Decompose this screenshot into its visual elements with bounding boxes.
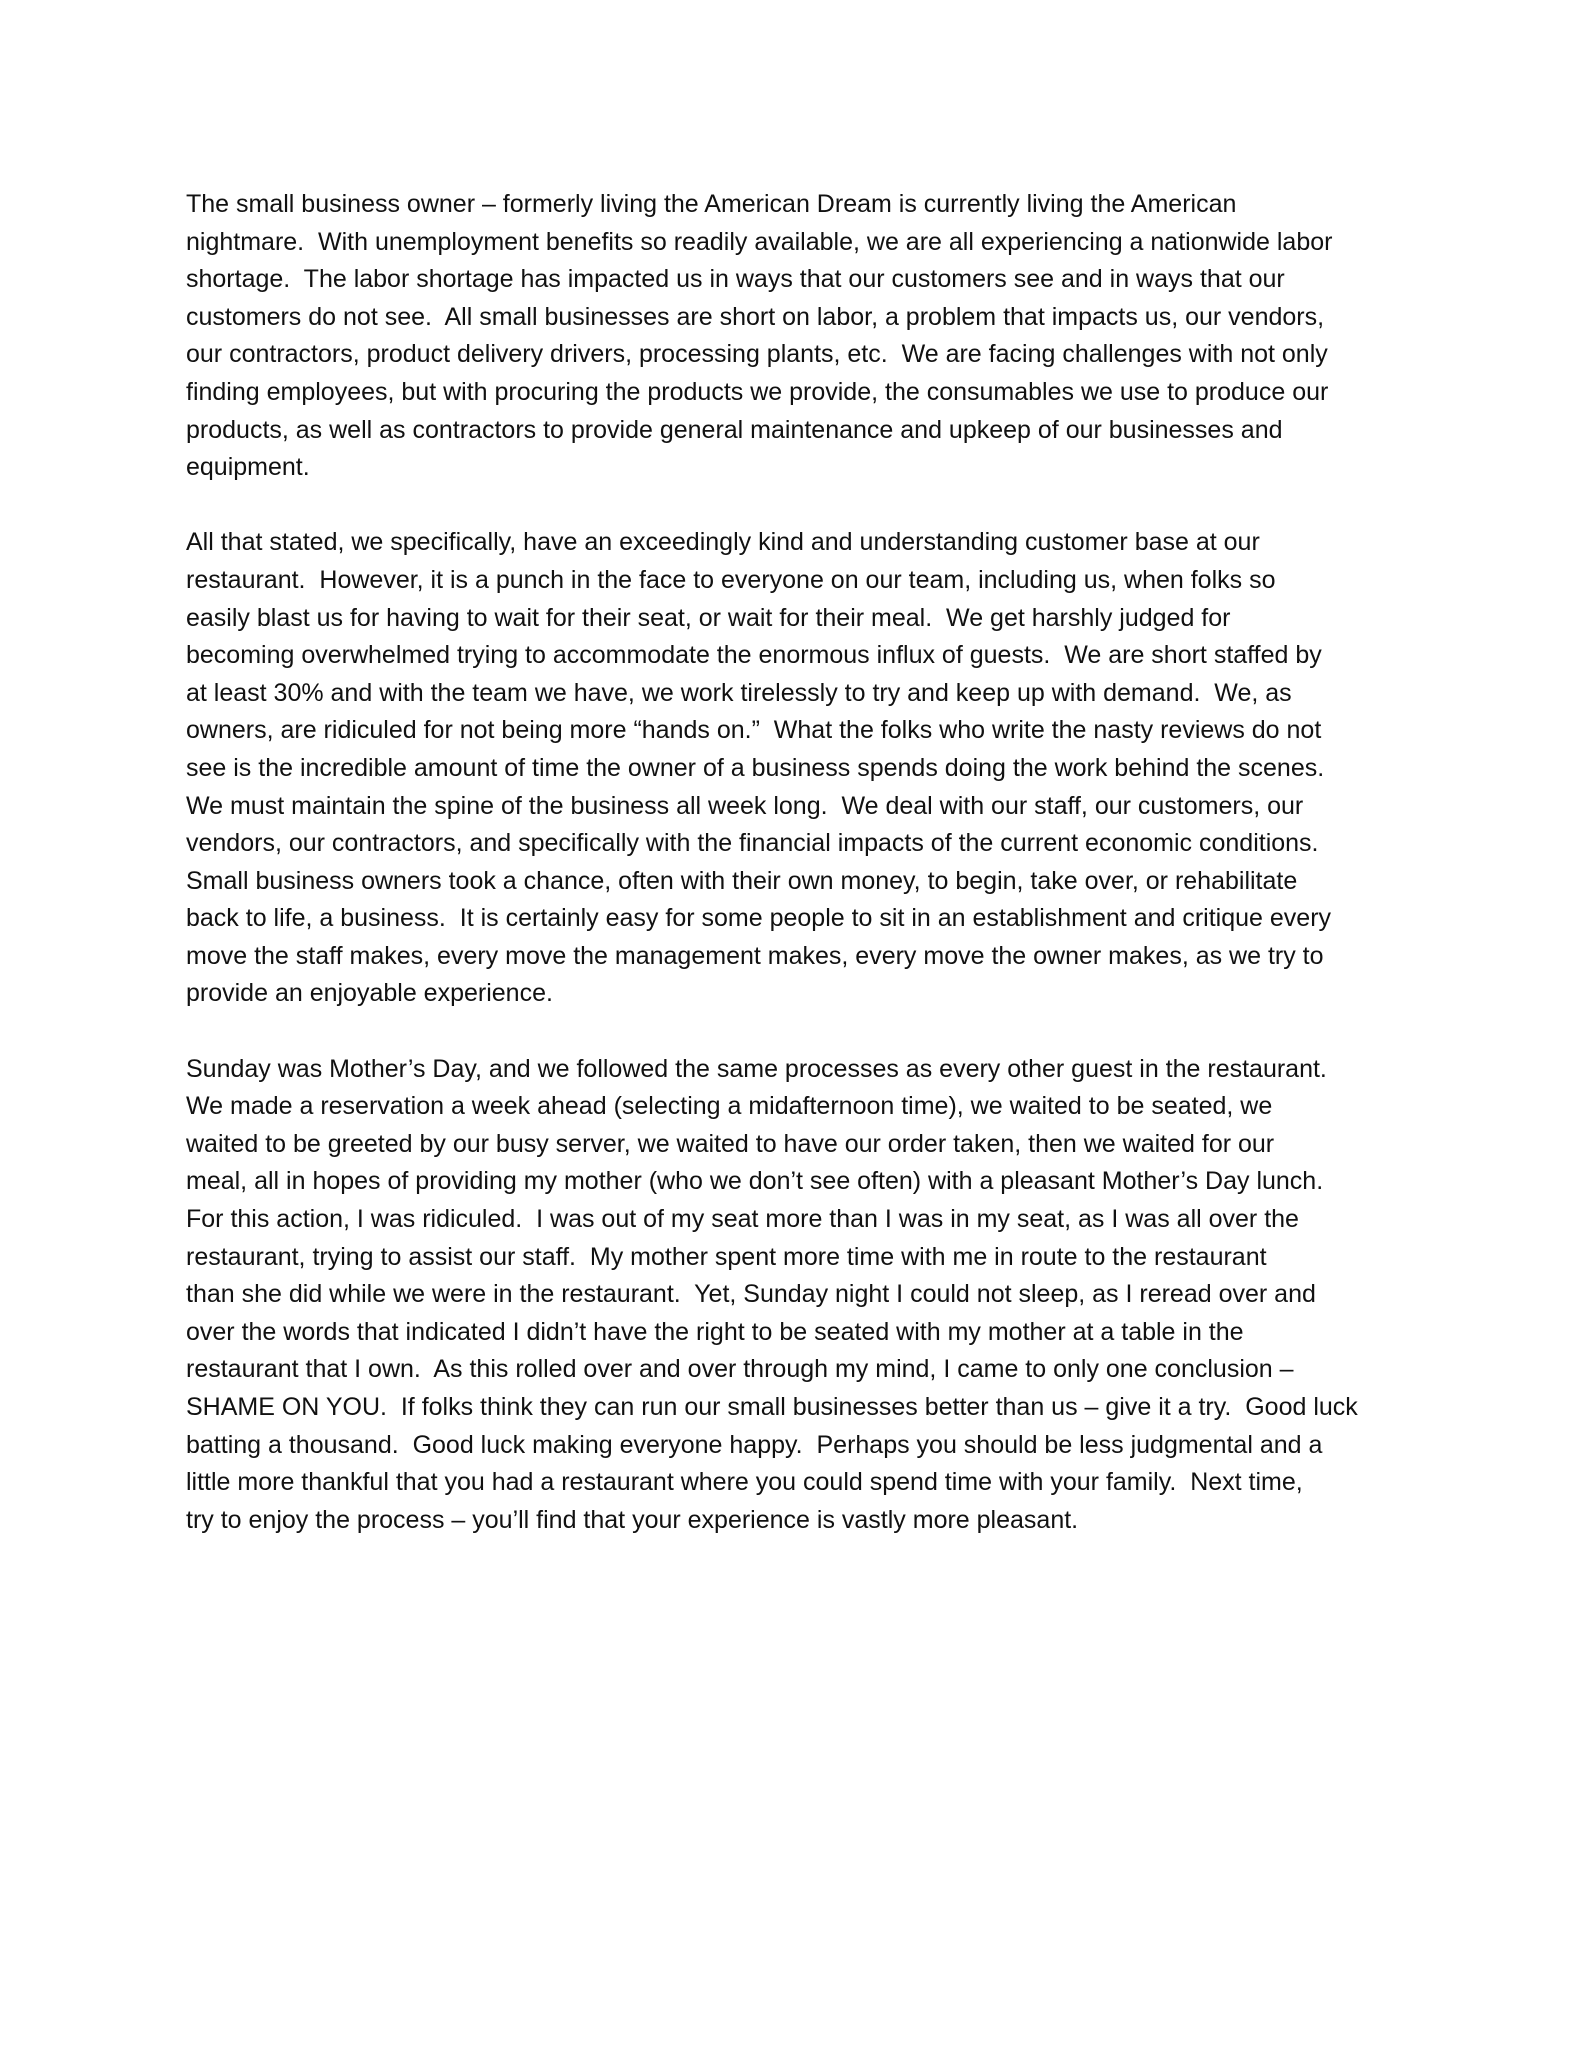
text-line: nightmare. With unemployment benefits so readily available, we are all experiencing a nationwide labor [186,227,1333,256]
text-line: Sunday was Mother’s Day, and we followed the same processes as every other guest in the restaurant. [186,1054,1327,1083]
text-line: SHAME ON YOU. If folks think they can run our small businesses better than us – give it a try. Good luck [186,1393,1358,1421]
text-line: at least 30% and with the team we have, we work tirelessly to try and keep up with demand. We, as [186,678,1292,707]
text-line: equipment. [186,453,310,482]
text-line: owners, are ridiculed for not being more “hands on.” What the folks who write the nasty reviews do not [186,716,1322,745]
text-line: batting a thousand. Good luck making everyone happy. Perhaps you should be less judgmental and a [186,1430,1323,1459]
paragraph-mothers-day [186,1051,1398,1540]
text-line: little more thankful that you had a restaurant where you could spend time with your family. Next time, [186,1468,1303,1497]
text-line: provide an enjoyable experience. [186,979,553,1008]
text-line: see is the incredible amount of time the owner of a business spends doing the work behind the scenes. [186,753,1325,782]
text-line: We must maintain the spine of the business all week long. We deal with our staff, our customers, our [186,791,1304,820]
paragraph-customer-base [186,524,1398,1013]
text-line: finding employees, but with procuring the products we provide, the consumables we use to produce our [186,377,1329,406]
text-line: back to life, a business. It is certainly easy for some people to sit in an establishment and critique every [186,904,1332,933]
text-line: try to enjoy the process – you’ll find that your experience is vastly more pleasant. [186,1505,1079,1534]
text-line: restaurant, trying to assist our staff. My mother spent more time with me in route to the restaurant [186,1242,1267,1271]
text-line: All that stated, we specifically, have an exceedingly kind and understanding customer base at our [186,528,1260,557]
text-line: restaurant. However, it is a punch in the face to everyone on our team, including us, when folks so [186,565,1276,594]
text-line: waited to be greeted by our busy server, we waited to have our order taken, then we waited for our [186,1129,1275,1158]
text-line: meal, all in hopes of providing my mother (who we don’t see often) with a pleasant Mother’s Day lunch. [186,1167,1324,1196]
text-line: move the staff makes, every move the management makes, every move the owner makes, as we try to [186,941,1324,970]
text-line: becoming overwhelmed trying to accommodate the enormous influx of guests. We are short staffed by [186,641,1322,670]
text-line: We made a reservation a week ahead (selecting a midafternoon time), we waited to be seated, we [186,1092,1273,1121]
text-line: restaurant that I own. As this rolled over and over through my mind, I came to only one conclusion – [186,1355,1294,1384]
text-line: The small business owner – formerly living the American Dream is currently living the American [186,190,1237,218]
text-line: vendors, our contractors, and specifically with the financial impacts of the current economic conditions. [186,829,1319,858]
text-line: Small business owners took a chance, often with their own money, to begin, take over, or rehabilitate [186,866,1298,895]
document-body [186,186,1398,1577]
text-line: shortage. The labor shortage has impacted us in ways that our customers see and in ways that our [186,265,1285,294]
text-line: our contractors, product delivery drivers, processing plants, etc. We are facing challenges with not only [186,340,1328,369]
text-line: For this action, I was ridiculed. I was out of my seat more than I was in my seat, as I was all over the [186,1205,1299,1234]
text-line: easily blast us for having to wait for their seat, or wait for their meal. We get harshly judged for [186,603,1231,632]
text-line: products, as well as contractors to provide general maintenance and upkeep of our businesses and [186,415,1283,444]
text-line: than she did while we were in the restaurant. Yet, Sunday night I could not sleep, as I reread over and [186,1280,1316,1309]
paragraph-labor-shortage [186,186,1398,487]
text-line: over the words that indicated I didn’t have the right to be seated with my mother at a table in the [186,1317,1244,1346]
text-line: customers do not see. All small businesses are short on labor, a problem that impacts us, our vendors, [186,302,1325,331]
